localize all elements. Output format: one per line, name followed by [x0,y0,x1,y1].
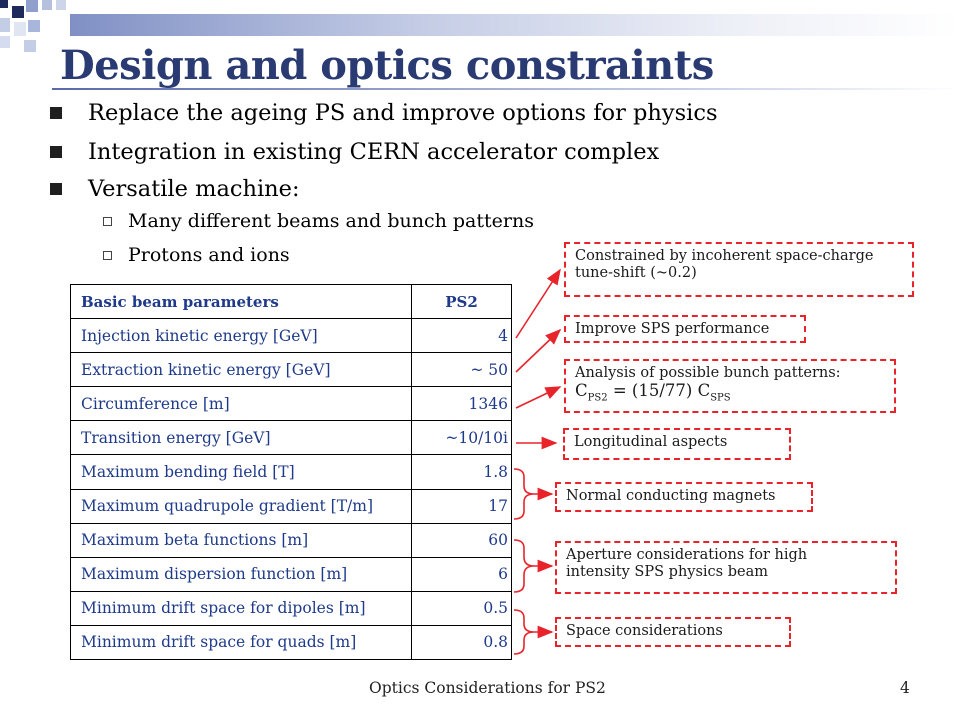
param-cell: Circumference [m] [71,387,412,421]
param-cell: Maximum dispersion function [m] [71,557,412,591]
table-header-ps2: PS2 [412,285,512,319]
note-bunch-patterns [564,359,896,413]
value-cell: ~ 50 [412,353,512,387]
param-cell: Injection kinetic energy [GeV] [71,319,412,353]
arrow-bunch-patterns [516,387,560,408]
note-text: Longitudinal aspects [574,434,728,450]
value-cell: 4 [412,319,512,353]
table-header-param: Basic beam parameters [71,285,412,319]
value-cell: 1.8 [412,455,512,489]
note-text: tune-shift (~0.2) [575,265,697,281]
note-text: intensity SPS physics beam [566,564,768,580]
note-longitudinal [563,428,791,460]
param-cell: Extraction kinetic energy [GeV] [71,353,412,387]
bullet-text: Versatile machine: [88,176,300,202]
value-cell: 0.8 [412,625,512,659]
bullet-text: Replace the ageing PS and improve options for physics [88,100,718,126]
value-cell: 6 [412,557,512,591]
formula-part: C [575,381,588,400]
brace-aperture [514,540,534,592]
footer-title: Optics Considerations for PS2 [369,679,606,697]
brace-space [514,610,534,654]
page-title: Design and optics constraints [60,42,714,89]
note-text: Analysis of possible bunch patterns: [575,365,841,381]
note-text: Improve SPS performance [575,321,770,337]
value-cell: 1346 [412,387,512,421]
value-cell: 60 [412,523,512,557]
param-cell: Maximum beta functions [m] [71,523,412,557]
note-text: Constrained by incoherent space-charge [575,248,874,264]
note-sps-performance [564,315,806,343]
param-cell: Minimum drift space for dipoles [m] [71,591,412,625]
arrow-space-charge [516,270,560,338]
value-cell: 0.5 [412,591,512,625]
note-text: Normal conducting magnets [566,488,776,504]
formula-subscript: SPS [710,392,731,404]
note-aperture [555,541,897,594]
formula-part: = (15/77) C [607,381,711,400]
arrow-sps-performance [516,330,560,372]
value-cell: 17 [412,489,512,523]
param-cell: Transition energy [GeV] [71,421,412,455]
param-cell: Minimum drift space for quads [m] [71,625,412,659]
sub-bullet-text: Many different beams and bunch patterns [128,210,534,232]
note-text: Space considerations [566,623,723,639]
param-cell: Maximum bending field [T] [71,455,412,489]
param-cell: Maximum quadrupole gradient [T/m] [71,489,412,523]
formula-subscript: PS2 [587,392,608,404]
page-number: 4 [900,679,910,697]
note-space [555,617,791,647]
sub-bullet-text: Protons and ions [128,244,290,266]
bunch-formula [575,382,888,406]
note-text: Aperture considerations for high [566,547,808,563]
bullet-text: Integration in existing CERN accelerator complex [88,139,660,165]
brace-magnets [514,469,534,519]
note-magnets [555,482,813,512]
note-space-charge [564,242,914,297]
value-cell: ~10/10i [412,421,512,455]
